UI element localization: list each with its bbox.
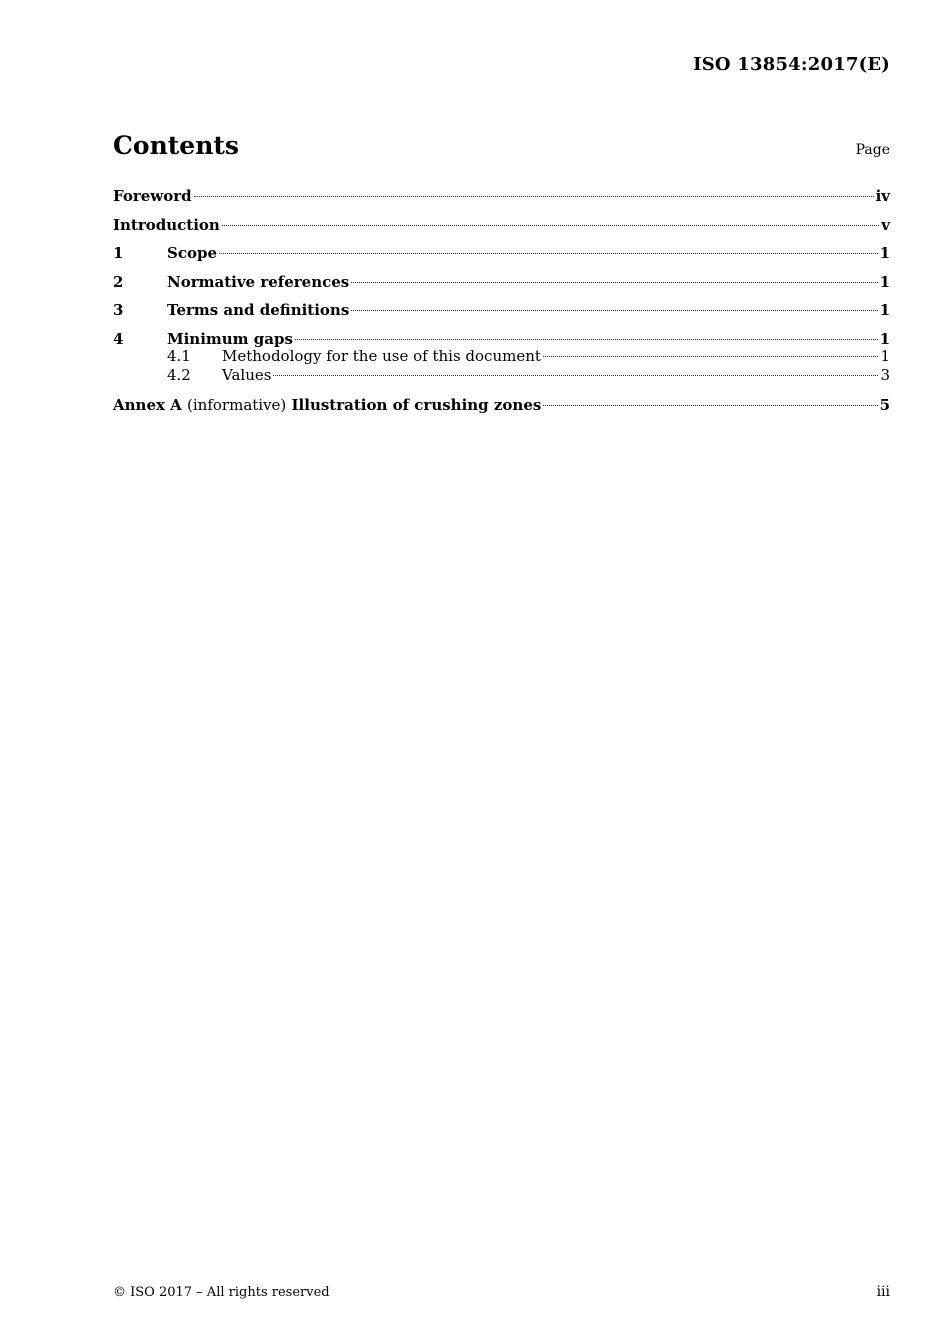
toc-entry-values[interactable] <box>113 366 890 385</box>
dot-leader <box>219 253 878 254</box>
table-of-contents <box>113 185 890 420</box>
toc-entry-page: 1 <box>879 272 890 291</box>
toc-entry-number: 1 <box>113 244 124 262</box>
toc-entry-annex-a[interactable] <box>113 394 890 420</box>
toc-entry-terms-and-definitions[interactable] <box>113 299 890 328</box>
dot-leader <box>222 225 879 226</box>
toc-entry-page: 1 <box>880 346 890 365</box>
dot-leader <box>351 282 877 283</box>
annex-type: (informative) <box>187 395 287 414</box>
toc-entry-number: 4.2 <box>167 365 191 384</box>
toc-entry-page: iv <box>875 187 890 205</box>
toc-entry-scope[interactable] <box>113 242 890 271</box>
annex-title: Illustration of crushing zones <box>291 395 542 414</box>
toc-entry-number: 3 <box>113 301 124 319</box>
toc-entry-number: 4.1 <box>167 346 191 365</box>
toc-entry-page: 5 <box>879 395 890 414</box>
toc-entry-foreword[interactable] <box>113 185 890 214</box>
copyright-notice: © ISO 2017 – All rights reserved <box>113 1285 330 1300</box>
toc-entry-title: Terms and definitions <box>167 301 350 319</box>
toc-entry-normative-references[interactable] <box>113 271 890 300</box>
toc-entry-title: Methodology for the use of this document <box>222 346 541 365</box>
toc-entry-number: 4 <box>113 329 124 348</box>
toc-entry-title: Introduction <box>113 215 220 234</box>
toc-entry-title: Minimum gaps <box>167 329 293 348</box>
dot-leader <box>273 375 878 376</box>
page-column-label: Page <box>855 142 890 158</box>
toc-entry-number: 2 <box>113 272 124 291</box>
toc-entry-title: Foreword <box>113 187 192 205</box>
contents-heading: Contents <box>113 131 240 160</box>
toc-entry-page: 1 <box>879 301 890 319</box>
toc-entry-introduction[interactable] <box>113 214 890 243</box>
document-id: ISO 13854:2017(E) <box>693 54 890 75</box>
toc-entry-page: 1 <box>879 329 890 348</box>
annex-label: Annex A <box>113 395 182 414</box>
dot-leader <box>543 405 877 406</box>
toc-entry-page: v <box>881 215 890 234</box>
toc-entry-minimum-gaps[interactable] <box>113 328 890 347</box>
page-number: iii <box>876 1284 890 1300</box>
toc-entry-page: 3 <box>880 365 890 384</box>
toc-entry-title: Normative references <box>167 272 350 291</box>
dot-leader <box>295 339 878 340</box>
toc-entry-page: 1 <box>879 244 890 262</box>
dot-leader <box>543 356 879 357</box>
toc-entry-title: Values <box>222 365 272 384</box>
dot-leader <box>351 310 877 311</box>
dot-leader <box>194 196 874 197</box>
toc-entry-title: Scope <box>167 244 218 262</box>
toc-entry-methodology[interactable] <box>113 347 890 366</box>
